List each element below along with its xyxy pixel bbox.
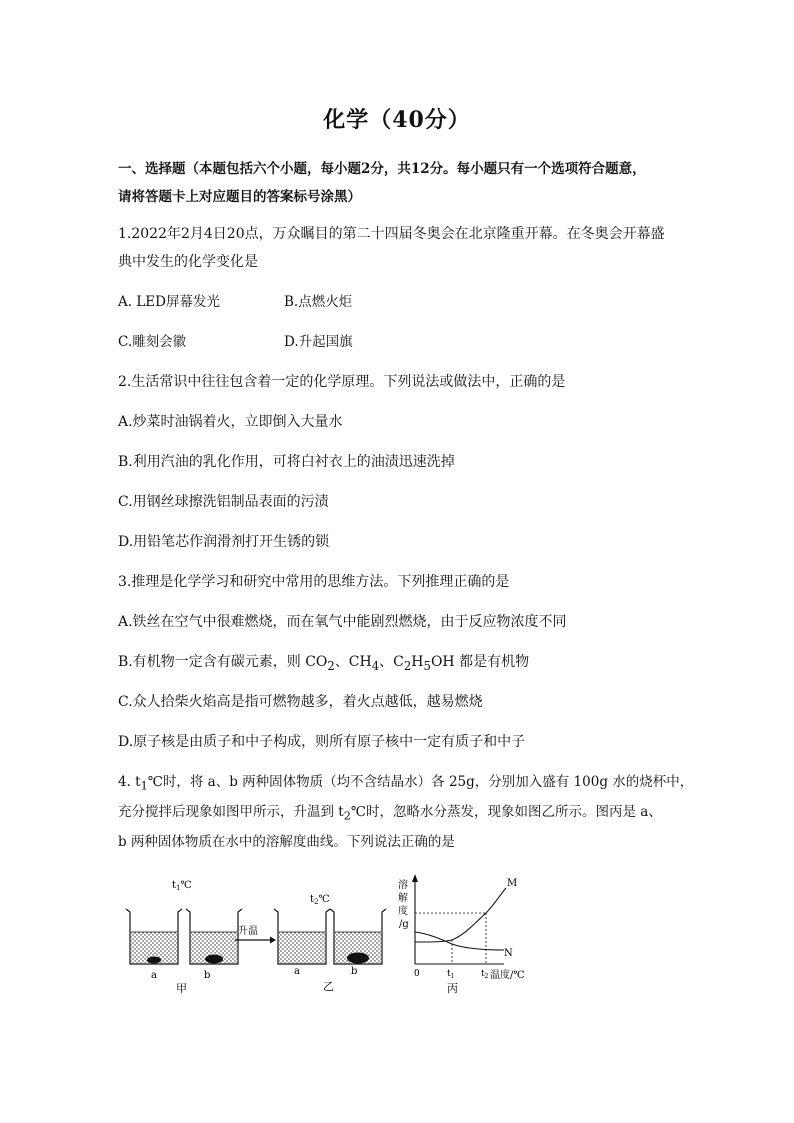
- section-heading-line1: 一、选择题（本题包括六个小题，每小题2分，共12分。每小题只有一个选项符合题意，: [118, 161, 646, 177]
- question-3-option-c: C.众人拾柴火焰高是指可燃物越多，着火点越低，越易燃烧: [118, 694, 483, 710]
- q3b-text: 、CH: [334, 654, 372, 670]
- q3b-subscript: 5: [423, 658, 431, 673]
- yi-beaker-a-label: a: [294, 966, 300, 977]
- solid-deposit: [347, 953, 369, 964]
- question-3-option-b: [118, 652, 688, 676]
- bing-caption: 丙: [447, 982, 458, 995]
- question-3-stem: 3.推理是化学学习和研究中常用的思维方法。下列推理正确的是: [118, 574, 510, 590]
- q4-subscript: 2: [343, 809, 351, 823]
- question-2-stem: 2.生活常识中往往包含着一定的化学原理。下列说法或做法中，正确的是: [118, 374, 566, 390]
- bing-ylabel-1: 溶: [398, 880, 408, 891]
- question-1-option-b: B.点燃火炬: [284, 294, 353, 310]
- q3b-text: B.有机物一定含有碳元素，则 CO: [118, 654, 328, 670]
- question-2-option-c: C.用钢丝球擦洗铝制品表面的污渍: [118, 494, 329, 510]
- heat-arrow-head: [270, 937, 276, 944]
- q3b-subscript: 2: [403, 658, 412, 673]
- yi-temp-label: $t_2℃$: [310, 894, 330, 906]
- beaker-yi-b: [330, 909, 386, 964]
- q3b-subscript: 2: [327, 658, 335, 673]
- q4-text: 充分搅拌后现象如图甲所示，升温到 t: [118, 804, 344, 820]
- beaker-yi-a: [274, 909, 330, 964]
- solid-deposit: [205, 955, 223, 964]
- jia-temp-label: $t_1℃$: [172, 880, 192, 892]
- bing-ylabel-4: /g: [399, 919, 409, 930]
- curve-m-label: M: [507, 878, 518, 889]
- section-heading-line2: 请将答题卡上对应题目的答案标号涂黑）: [118, 189, 361, 205]
- question-2-option-b: B.利用汽油的乳化作用，可将白衬衣上的油渍迅速洗掉: [118, 454, 455, 470]
- question-2-option-a: A.炒菜时油锅着火，立即倒入大量水: [118, 414, 343, 430]
- q3b-text: OH 都是有机物: [430, 654, 530, 670]
- question-1-option-c: C.雕刻会徽: [118, 334, 187, 350]
- bing-ylabel-2: 解: [398, 893, 408, 904]
- q4-text: ℃时，将 a、b 两种固体物质（均不含结晶水）各 25g，分别加入盛有 100g 水的烧杯中，: [147, 774, 694, 790]
- beaker-jia-a: [126, 909, 182, 964]
- bing-t1-label: $t_1$: [447, 969, 455, 980]
- heat-arrow-label: 升温: [238, 926, 258, 937]
- question-3-option-a: A.铁丝在空气中很难燃烧，而在氧气中能剧烈燃烧，由于反应物浓度不同: [118, 614, 567, 630]
- q3b-text: H: [411, 654, 424, 670]
- jia-beaker-b-label: b: [204, 970, 211, 981]
- bing-origin: 0: [414, 969, 420, 979]
- question-1-stem: [118, 220, 688, 276]
- q3b-subscript: 4: [371, 658, 380, 673]
- q4-text: 4. t: [118, 774, 141, 790]
- jia-beaker-a-label: a: [151, 970, 157, 981]
- question-4-line2: [118, 802, 688, 827]
- q4-text: ℃时，忽略水分蒸发，现象如图乙所示。图丙是 a、: [350, 804, 662, 820]
- yi-beaker-b-label: b: [351, 966, 358, 977]
- solid-deposit: [147, 957, 161, 964]
- bing-xlabel: 温度/℃: [490, 970, 525, 981]
- question-2-option-d: D.用铅笔芯作润滑剂打开生锈的锁: [118, 534, 330, 550]
- q3b-text: 、C: [379, 654, 404, 670]
- q4-subscript: 1: [140, 779, 148, 793]
- jia-caption: 甲: [176, 982, 187, 995]
- section-heading: [118, 155, 688, 211]
- question-4-line1: [118, 772, 694, 797]
- bing-ylabel-3: 度: [398, 906, 408, 917]
- curve-n: [415, 932, 504, 950]
- curve-n-label: N: [504, 948, 513, 959]
- curve-m: [415, 888, 506, 942]
- bing-y-arrow: [412, 874, 418, 882]
- question-1-stem-line1: 1.2022年2月4日20点，万众瞩目的第二十四届冬奥会在北京隆重开幕。在冬奥会开幕盛: [118, 226, 665, 242]
- question-4-figure: [118, 868, 548, 1013]
- yi-caption: 乙: [323, 980, 334, 993]
- page-title: 化学（40分）: [323, 107, 471, 133]
- question-3-option-d: D.原子核是由质子和中子构成，则所有原子核中一定有质子和中子: [118, 734, 526, 750]
- question-1-option-d: D.升起国旗: [284, 334, 353, 350]
- beaker-jia-b: [186, 909, 242, 964]
- question-1-option-a: A. LED屏幕发光: [118, 294, 220, 310]
- question-1-stem-line2: 典中发生的化学变化是: [118, 254, 258, 270]
- question-4-line3: b 两种固体物质在水中的溶解度曲线。下列说法正确的是: [118, 834, 455, 850]
- figure-svg: [118, 868, 548, 1013]
- bing-t2-label: $t_2$: [481, 969, 489, 980]
